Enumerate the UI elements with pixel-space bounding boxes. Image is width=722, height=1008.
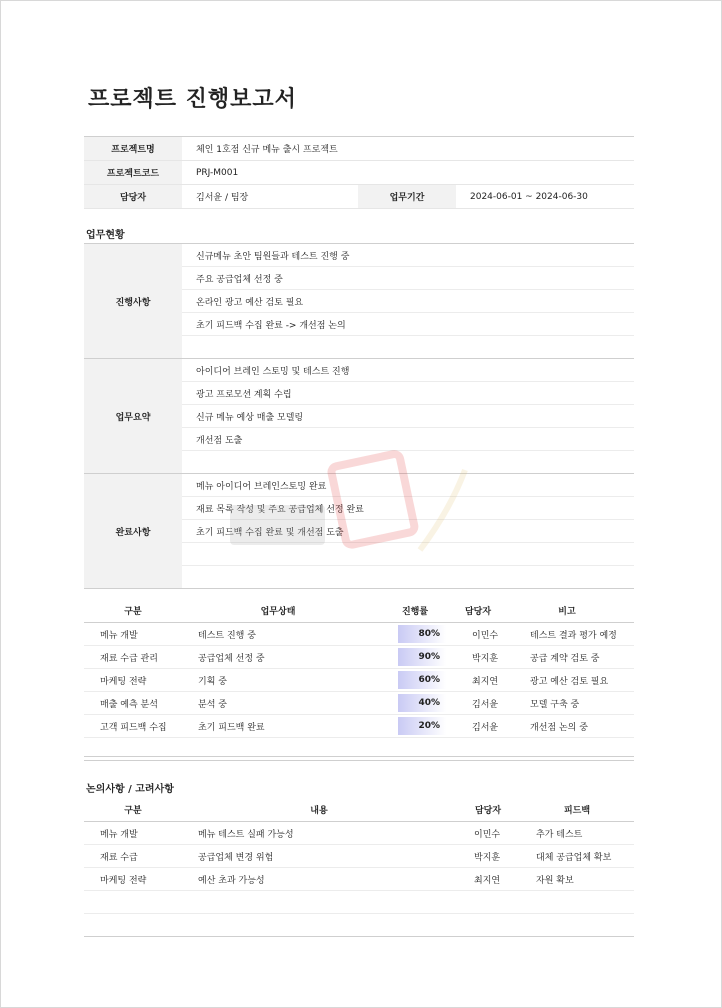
project-code-value: PRJ-M001 xyxy=(196,167,239,178)
cell-category: 매출 예측 분석 xyxy=(100,699,158,710)
header-feedback: 피드백 xyxy=(563,805,591,816)
cell-status: 초기 피드백 완료 xyxy=(198,722,265,733)
status-group-label: 완료사항 xyxy=(84,474,182,588)
header-progress: 진행률 xyxy=(401,606,429,617)
table-row xyxy=(84,822,634,845)
cell-owner: 이민수 xyxy=(472,630,499,641)
status-table xyxy=(84,243,634,589)
progress-bar: 80% xyxy=(398,625,446,643)
cell-owner: 최지연 xyxy=(472,676,499,687)
info-row-project-name xyxy=(84,137,634,161)
header-content: 내용 xyxy=(310,805,328,816)
cell-feedback: 대체 공급업체 확보 xyxy=(536,852,612,863)
table-row xyxy=(84,891,634,914)
cell-category: 메뉴 개발 xyxy=(100,829,138,840)
list-item xyxy=(182,566,634,588)
table-row xyxy=(84,845,634,868)
list-item: 주요 공급업체 선정 중 xyxy=(182,267,634,290)
list-item: 신규 메뉴 예상 매출 모델링 xyxy=(182,405,634,428)
cell-note: 공급 계약 검토 중 xyxy=(530,653,600,664)
cell-note: 모델 구축 중 xyxy=(530,699,580,710)
page-title: 프로젝트 진행보고서 xyxy=(88,87,297,112)
list-item: 초기 피드백 수집 완료 및 개선점 도출 xyxy=(182,520,634,543)
period-value: 2024-06-01 ~ 2024-06-30 xyxy=(470,191,588,202)
manager-value: 김서윤 / 팀장 xyxy=(196,193,249,203)
list-item: 메뉴 아이디어 브레인스토밍 완료 xyxy=(182,474,634,497)
manager-label: 담당자 xyxy=(84,185,182,208)
info-row-manager xyxy=(84,185,634,209)
table-row xyxy=(84,692,634,715)
table-header xyxy=(84,797,634,822)
table-row xyxy=(84,623,634,646)
list-item xyxy=(182,543,634,566)
cell-owner: 이민수 xyxy=(474,829,501,840)
table-row xyxy=(84,715,634,738)
list-item: 신규메뉴 초안 팀원들과 테스트 진행 중 xyxy=(182,244,634,267)
table-row xyxy=(84,868,634,891)
table-header xyxy=(84,598,634,623)
progress-bar: 20% xyxy=(398,717,446,735)
discussion-heading: 논의사항 / 고려사항 xyxy=(86,784,174,795)
project-code-label: 프로젝트코드 xyxy=(84,161,182,184)
info-row-project-code xyxy=(84,161,634,185)
cell-category: 재료 수급 xyxy=(100,852,138,863)
project-name-value: 체인 1호점 신규 메뉴 출시 프로젝트 xyxy=(196,145,338,155)
header-owner: 담당자 xyxy=(474,805,502,816)
header-category: 구분 xyxy=(124,805,142,816)
cell-category: 메뉴 개발 xyxy=(100,630,138,641)
status-group-completed xyxy=(84,473,634,588)
header-note: 비고 xyxy=(558,606,576,617)
list-item: 온라인 광고 예산 검토 필요 xyxy=(182,290,634,313)
progress-table xyxy=(84,598,634,757)
cell-category: 재료 수급 관리 xyxy=(100,653,158,664)
cell-note: 개선점 논의 중 xyxy=(530,722,588,733)
status-section-heading: 업무현황 xyxy=(86,230,125,241)
cell-status: 테스트 진행 중 xyxy=(198,630,256,641)
cell-owner: 최지연 xyxy=(474,875,501,886)
status-group-progress xyxy=(84,243,634,358)
list-item: 개선점 도출 xyxy=(182,428,634,451)
header-owner: 담당자 xyxy=(464,606,492,617)
list-item xyxy=(182,451,634,473)
cell-owner: 김서윤 xyxy=(472,699,499,710)
progress-bar: 60% xyxy=(398,671,446,689)
list-item: 아이디어 브레인 스토밍 및 테스트 진행 xyxy=(182,359,634,382)
cell-content: 예산 초과 가능성 xyxy=(198,875,265,886)
cell-note: 테스트 결과 평가 예정 xyxy=(530,630,617,641)
list-item: 초기 피드백 수집 완료 -> 개선점 논의 xyxy=(182,313,634,336)
cell-feedback: 추가 테스트 xyxy=(536,829,583,840)
section-divider xyxy=(84,760,634,761)
progress-bar: 40% xyxy=(398,694,446,712)
cell-category: 마케팅 전략 xyxy=(100,875,147,886)
cell-owner: 박지훈 xyxy=(472,653,499,664)
status-group-label: 업무요약 xyxy=(84,359,182,473)
progress-bar: 90% xyxy=(398,648,446,666)
project-name-label: 프로젝트명 xyxy=(84,137,182,160)
list-item xyxy=(182,336,634,358)
table-row xyxy=(84,669,634,692)
cell-status: 공급업체 선정 중 xyxy=(198,653,265,664)
cell-status: 분석 중 xyxy=(198,699,227,710)
header-status: 업무상태 xyxy=(260,606,296,617)
table-row xyxy=(84,914,634,936)
cell-note: 광고 예산 검토 필요 xyxy=(530,676,609,687)
period-label: 업무기간 xyxy=(358,185,456,208)
header-category: 구분 xyxy=(124,606,142,617)
cell-content: 공급업체 변경 위험 xyxy=(198,852,274,863)
cell-status: 기획 중 xyxy=(198,676,227,687)
status-group-summary xyxy=(84,358,634,473)
list-item: 재료 목록 작성 및 주요 공급업체 선정 완료 xyxy=(182,497,634,520)
cell-category: 마케팅 전략 xyxy=(100,676,147,687)
cell-owner: 김서윤 xyxy=(472,722,499,733)
status-group-label: 진행사항 xyxy=(84,244,182,358)
cell-category: 고객 피드백 수집 xyxy=(100,722,167,733)
cell-content: 메뉴 테스트 실패 가능성 xyxy=(198,829,294,840)
cell-feedback: 자원 확보 xyxy=(536,875,574,886)
project-info-table xyxy=(84,136,634,209)
table-row xyxy=(84,646,634,669)
discussion-table xyxy=(84,797,634,937)
list-item: 광고 프로모션 계획 수립 xyxy=(182,382,634,405)
cell-owner: 박지훈 xyxy=(474,852,501,863)
